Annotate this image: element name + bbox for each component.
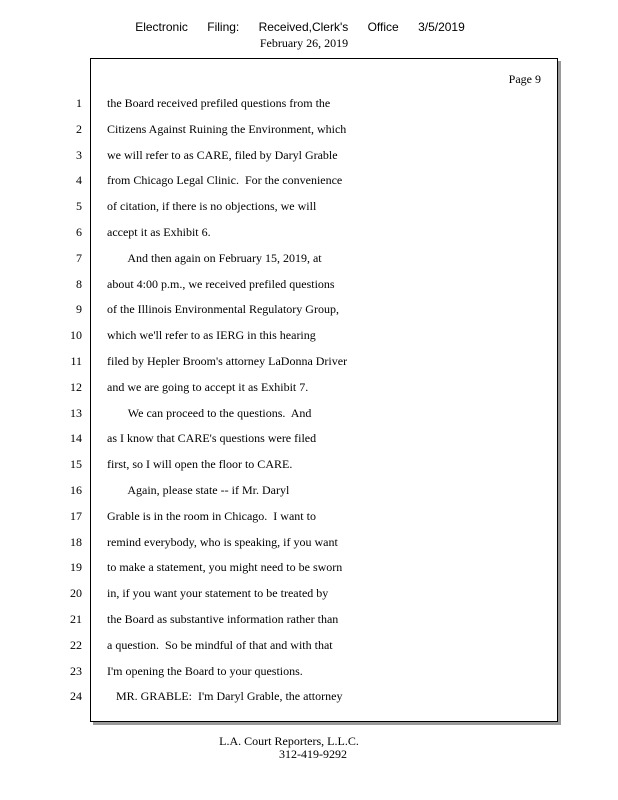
transcript-line: Grable is in the room in Chicago. I want to — [107, 508, 316, 523]
page-number: Page 9 — [508, 72, 541, 86]
transcript-line: of the Illinois Environmental Regulatory Group, — [107, 302, 339, 317]
line-number: 3 — [76, 147, 82, 162]
line-number: 5 — [76, 199, 82, 214]
line-number: 7 — [76, 250, 82, 265]
line-number: 22 — [70, 637, 82, 652]
transcript-line: and we are going to accept it as Exhibit 7. — [107, 379, 309, 394]
line-number: 23 — [70, 663, 82, 678]
line-number: 1 — [76, 96, 82, 110]
line-number: 19 — [70, 560, 82, 575]
line-number: 17 — [70, 508, 82, 523]
transcript-line: remind everybody, who is speaking, if you want — [107, 534, 338, 549]
stamp-word: Filing: — [207, 20, 240, 34]
line-number: 8 — [76, 276, 82, 291]
stamp-word: Electronic — [135, 20, 188, 34]
transcript-line: Citizens Against Ruining the Environment, which — [107, 121, 347, 136]
line-number: 20 — [70, 586, 82, 601]
transcript-line: first, so I will open the floor to CARE. — [107, 457, 293, 472]
transcript-text — [107, 96, 547, 715]
line-number: 15 — [70, 457, 82, 472]
transcript-line: the Board as substantive information rather than — [107, 611, 339, 626]
transcript-line: And then again on February 15, 2019, at — [107, 250, 322, 265]
footer-phone: 312-419-9292 — [279, 747, 347, 761]
transcript-line: which we'll refer to as IERG in this hearing — [107, 328, 316, 343]
transcript-line: a question. So be mindful of that and with that — [107, 637, 333, 652]
line-number-column — [48, 96, 82, 715]
line-number: 18 — [70, 534, 82, 549]
transcript-line: as I know that CARE's questions were filed — [107, 431, 317, 446]
line-number: 10 — [70, 328, 82, 343]
footer-company: L.A. Court Reporters, L.L.C. — [219, 734, 359, 748]
transcript-line: about 4:00 p.m., we received prefiled questions — [107, 276, 335, 291]
line-number: 11 — [70, 353, 82, 368]
stamp-date: 3/5/2019 — [418, 20, 465, 34]
line-number: 12 — [70, 379, 82, 394]
transcript-line: We can proceed to the questions. And — [107, 405, 312, 420]
filing-date: February 26, 2019 — [259, 36, 349, 50]
transcript-line: filed by Hepler Broom's attorney LaDonna Driver — [107, 353, 348, 368]
line-number: 6 — [76, 224, 82, 239]
transcript-line: we will refer to as CARE, filed by Daryl Grable — [107, 147, 338, 162]
transcript-line: to make a statement, you might need to be sworn — [107, 560, 343, 575]
transcript-line: accept it as Exhibit 6. — [107, 224, 211, 239]
transcript-line: in, if you want your statement to be treated by — [107, 586, 329, 601]
line-number: 4 — [76, 173, 82, 188]
transcript-line: of citation, if there is no objections, we will — [107, 199, 317, 214]
transcript-line: from Chicago Legal Clinic. For the convenience — [107, 173, 343, 188]
line-number: 16 — [70, 482, 82, 497]
line-number: 14 — [70, 431, 82, 446]
stamp-word: Office — [367, 20, 399, 34]
line-number: 9 — [76, 302, 82, 317]
transcript-line: I'm opening the Board to your questions. — [107, 663, 303, 678]
line-number: 13 — [70, 405, 82, 420]
transcript-line: MR. GRABLE: I'm Daryl Grable, the attorney — [107, 689, 343, 704]
transcript-line: Again, please state -- if Mr. Daryl — [107, 482, 290, 497]
line-number: 2 — [76, 121, 82, 136]
line-number: 21 — [70, 611, 82, 626]
stamp-word: Received,Clerk's — [258, 20, 349, 34]
transcript-line: the Board received prefiled questions from the — [107, 96, 331, 110]
filing-stamp — [0, 20, 600, 34]
line-number: 24 — [70, 689, 82, 704]
